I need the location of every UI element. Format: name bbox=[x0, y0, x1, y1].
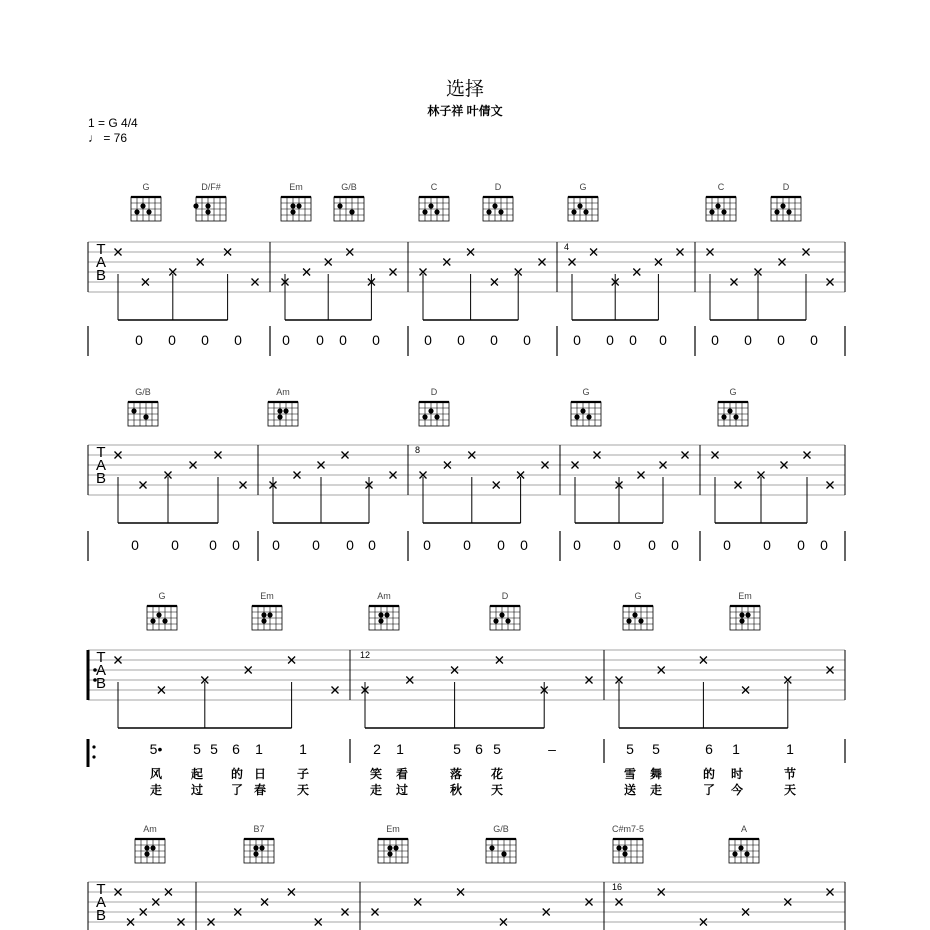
chord-diagram bbox=[718, 402, 748, 426]
chord-diagram bbox=[730, 606, 760, 630]
lyric-character: 今 bbox=[730, 783, 744, 797]
chord-diagram bbox=[419, 197, 449, 221]
jianpu-note: – bbox=[548, 741, 556, 757]
chord-name: G/B bbox=[135, 387, 151, 397]
chord-name: G bbox=[579, 182, 587, 192]
jianpu-note: 0 bbox=[744, 332, 752, 348]
tab-clef-letter: A bbox=[95, 662, 107, 679]
chord-diagram bbox=[490, 606, 520, 630]
lyric-character: 的 bbox=[230, 767, 244, 781]
chord-name: G bbox=[634, 591, 642, 601]
lyric-character: 送 bbox=[623, 783, 637, 797]
jianpu-note: 0 bbox=[312, 537, 320, 553]
chord-name: D bbox=[494, 182, 502, 192]
jianpu-note: 5 bbox=[626, 741, 634, 757]
jianpu-note: 0 bbox=[171, 537, 179, 553]
lyric-character: 春 bbox=[253, 783, 267, 797]
jianpu-note: 0 bbox=[272, 537, 280, 553]
chord-diagram bbox=[128, 402, 158, 426]
chord-name: D/F# bbox=[201, 182, 221, 192]
jianpu-note: 0 bbox=[763, 537, 771, 553]
lyric-character: 过 bbox=[190, 783, 204, 797]
chord-name: C#m7-5 bbox=[611, 824, 645, 834]
jianpu-note: 0 bbox=[797, 537, 805, 553]
key-time-signature: 1 = G 4/4 bbox=[88, 116, 138, 130]
jianpu-note: 0 bbox=[648, 537, 656, 553]
chord-name: Am bbox=[276, 387, 290, 397]
lyric-character: 走 bbox=[149, 783, 163, 797]
chord-name: D bbox=[782, 182, 790, 192]
chord-diagram bbox=[706, 197, 736, 221]
jianpu-note: 6 bbox=[705, 741, 713, 757]
measure-number: 4 bbox=[564, 242, 570, 252]
chord-diagram bbox=[568, 197, 598, 221]
jianpu-note: 0 bbox=[424, 332, 432, 348]
jianpu-note: 0 bbox=[490, 332, 498, 348]
chord-name: G/B bbox=[493, 824, 509, 834]
jianpu-note: 5 bbox=[453, 741, 461, 757]
tab-clef-letter: A bbox=[95, 457, 107, 474]
lyric-character: 花 bbox=[490, 767, 504, 781]
tab-clef-letter: B bbox=[95, 470, 107, 487]
jianpu-note: 0 bbox=[810, 332, 818, 348]
lyric-character: 天 bbox=[296, 783, 310, 797]
jianpu-note: 0 bbox=[606, 332, 614, 348]
lyric-character: 时 bbox=[730, 767, 744, 781]
measure-number: 16 bbox=[612, 882, 623, 892]
jianpu-note: 5 bbox=[652, 741, 660, 757]
jianpu-note: 0 bbox=[135, 332, 143, 348]
jianpu-note: 0 bbox=[723, 537, 731, 553]
tab-clef-letter: T bbox=[96, 444, 106, 461]
chord-diagram bbox=[729, 839, 759, 863]
tab-clef-letter: A bbox=[95, 254, 107, 271]
jianpu-note: 1 bbox=[732, 741, 740, 757]
chord-name: Am bbox=[143, 824, 157, 834]
lyric-character: 笑 bbox=[369, 767, 383, 781]
jianpu-note: 0 bbox=[497, 537, 505, 553]
jianpu-note: 0 bbox=[523, 332, 531, 348]
chord-name: Em bbox=[260, 591, 274, 601]
song-artist: 林子祥 叶倩文 bbox=[427, 104, 503, 118]
chord-name: D bbox=[430, 387, 438, 397]
measure-number: 8 bbox=[415, 445, 421, 455]
jianpu-note: 1 bbox=[396, 741, 404, 757]
jianpu-note: 6 bbox=[232, 741, 240, 757]
chord-name: G bbox=[142, 182, 150, 192]
jianpu-note: 1 bbox=[786, 741, 794, 757]
chord-name: G bbox=[158, 591, 166, 601]
chord-diagram bbox=[334, 197, 364, 221]
chord-diagram bbox=[193, 197, 226, 221]
jianpu-note: 0 bbox=[372, 332, 380, 348]
quarter-note-icon: ♩ bbox=[88, 131, 100, 145]
lyric-character: 的 bbox=[702, 767, 716, 781]
chord-diagram bbox=[244, 839, 274, 863]
lyric-character: 落 bbox=[449, 767, 463, 781]
jianpu-note: 0 bbox=[820, 537, 828, 553]
chord-diagram bbox=[486, 839, 516, 863]
chord-diagram bbox=[378, 839, 408, 863]
lyric-character: 节 bbox=[783, 767, 797, 781]
lyric-character: 看 bbox=[395, 767, 409, 781]
chord-diagram bbox=[268, 402, 298, 426]
jianpu-note: 0 bbox=[232, 537, 240, 553]
chord-diagram bbox=[623, 606, 653, 630]
chord-diagram bbox=[483, 197, 513, 221]
jianpu-note: 0 bbox=[234, 332, 242, 348]
jianpu-note: 0 bbox=[463, 537, 471, 553]
lyric-character: 秋 bbox=[449, 783, 463, 797]
jianpu-note: 1 bbox=[255, 741, 263, 757]
chord-name: G bbox=[582, 387, 590, 397]
jianpu-note: 0 bbox=[168, 332, 176, 348]
chord-diagram bbox=[252, 606, 282, 630]
lyric-character: 天 bbox=[490, 783, 504, 797]
jianpu-note: 0 bbox=[423, 537, 431, 553]
chord-diagram bbox=[135, 839, 165, 863]
jianpu-note: 0 bbox=[209, 537, 217, 553]
jianpu-note: 0 bbox=[659, 332, 667, 348]
lyric-character: 日 bbox=[253, 767, 267, 781]
jianpu-note: 1 bbox=[299, 741, 307, 757]
jianpu-note: 5 bbox=[493, 741, 501, 757]
tab-clef-letter: T bbox=[96, 881, 106, 898]
tab-clef-letter: A bbox=[95, 894, 107, 911]
lyric-character: 子 bbox=[296, 767, 310, 781]
jianpu-note: 5• bbox=[149, 741, 163, 757]
chord-name: B7 bbox=[253, 824, 265, 834]
jianpu-note: 0 bbox=[629, 332, 637, 348]
chord-diagram bbox=[131, 197, 161, 221]
lyric-character: 风 bbox=[149, 767, 163, 781]
tab-clef-letter: B bbox=[95, 675, 107, 692]
lyric-character: 天 bbox=[783, 783, 797, 797]
measure-number: 12 bbox=[360, 650, 371, 660]
lyric-character: 了 bbox=[230, 783, 244, 797]
jianpu-note: 5 bbox=[210, 741, 218, 757]
lyric-character: 走 bbox=[649, 783, 663, 797]
jianpu-note: 0 bbox=[368, 537, 376, 553]
tab-clef-letter: T bbox=[96, 649, 106, 666]
chord-name: C bbox=[430, 182, 438, 192]
jianpu-note: 0 bbox=[671, 537, 679, 553]
chord-diagram bbox=[147, 606, 177, 630]
chord-name: C bbox=[717, 182, 725, 192]
jianpu-note: 0 bbox=[613, 537, 621, 553]
lyric-character: 雪 bbox=[623, 767, 637, 781]
jianpu-note: 0 bbox=[520, 537, 528, 553]
jianpu-note: 2 bbox=[373, 741, 381, 757]
chord-diagram bbox=[369, 606, 399, 630]
chord-name: Am bbox=[377, 591, 391, 601]
chord-name: Em bbox=[738, 591, 752, 601]
jianpu-note: 0 bbox=[346, 537, 354, 553]
song-title: 选择 bbox=[445, 79, 484, 100]
lyric-character: 过 bbox=[395, 783, 409, 797]
jianpu-note: 0 bbox=[339, 332, 347, 348]
tempo-value: = 76 bbox=[103, 131, 128, 145]
jianpu-note: 0 bbox=[573, 537, 581, 553]
tab-clef-letter: B bbox=[95, 907, 107, 924]
jianpu-note: 0 bbox=[201, 332, 209, 348]
jianpu-note: 6 bbox=[475, 741, 483, 757]
chord-name: A bbox=[740, 824, 748, 834]
chord-name: G bbox=[729, 387, 737, 397]
lyric-character: 走 bbox=[369, 783, 383, 797]
lyric-character: 起 bbox=[190, 767, 204, 781]
lyric-character: 舞 bbox=[649, 767, 663, 781]
jianpu-note: 0 bbox=[131, 537, 139, 553]
jianpu-note: 0 bbox=[282, 332, 290, 348]
chord-diagram bbox=[613, 839, 643, 863]
repeat-dot bbox=[92, 745, 95, 748]
jianpu-note: 0 bbox=[573, 332, 581, 348]
jianpu-note: 0 bbox=[457, 332, 465, 348]
chord-diagram bbox=[419, 402, 449, 426]
jianpu-note: 5 bbox=[193, 741, 201, 757]
chord-diagram bbox=[771, 197, 801, 221]
chord-name: D bbox=[501, 591, 509, 601]
repeat-dot bbox=[92, 755, 95, 758]
jianpu-note: 0 bbox=[316, 332, 324, 348]
tab-clef-letter: T bbox=[96, 241, 106, 258]
chord-diagram bbox=[281, 197, 311, 221]
chord-diagram bbox=[571, 402, 601, 426]
lyric-character: 了 bbox=[702, 783, 716, 797]
chord-name: G/B bbox=[341, 182, 357, 192]
tab-clef-letter: B bbox=[95, 267, 107, 284]
chord-name: Em bbox=[386, 824, 400, 834]
jianpu-note: 0 bbox=[777, 332, 785, 348]
chord-name: Em bbox=[289, 182, 303, 192]
jianpu-note: 0 bbox=[711, 332, 719, 348]
